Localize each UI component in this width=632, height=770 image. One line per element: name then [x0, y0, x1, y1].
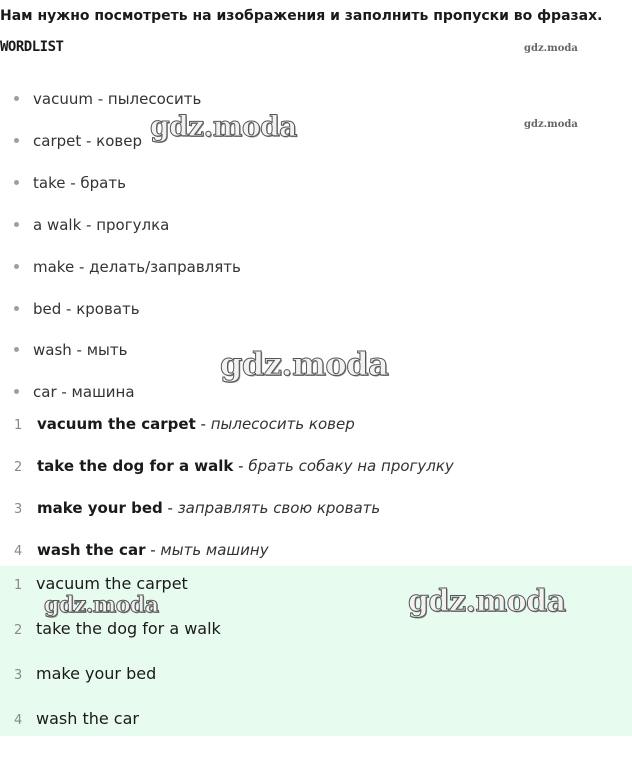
answer-number: 2: [14, 623, 23, 638]
answer-text: make your bed: [36, 664, 157, 683]
phrase-separator: -: [195, 415, 211, 433]
wordlist-item: carpet - ковер: [14, 132, 142, 150]
phrase-separator: -: [162, 499, 178, 517]
bullet-icon: [14, 222, 19, 227]
wordlist-item: wash - мыть: [14, 341, 127, 359]
bullet-icon: [14, 306, 19, 311]
phrase-russian: пылесосить ковер: [210, 415, 355, 433]
answer-number: 4: [14, 713, 23, 728]
phrase-row: [14, 415, 355, 433]
bullet-icon: [14, 138, 19, 143]
phrase-english: make your bed: [37, 499, 163, 517]
bullet-icon: [14, 180, 19, 185]
watermark-small: gdz.moda: [524, 119, 578, 130]
bullet-icon: [14, 347, 19, 352]
answer-text: wash the car: [36, 709, 139, 728]
answer-row: [14, 574, 188, 593]
wordlist-item: a walk - прогулка: [14, 216, 169, 234]
phrase-row: [14, 499, 380, 517]
wordlist-item: car - машина: [14, 383, 135, 401]
bullet-icon: [14, 96, 19, 101]
phrase-number: 4: [14, 544, 23, 559]
wordlist-item: bed - кровать: [14, 300, 140, 318]
bullet-icon: [14, 389, 19, 394]
answer-row: [14, 664, 156, 683]
phrase-russian: мыть машину: [160, 541, 269, 559]
wordlist-heading: WORDLIST: [0, 39, 64, 55]
watermark-large: gdz.moda: [220, 345, 389, 383]
phrase-number: 1: [14, 418, 23, 433]
answer-number: 1: [14, 578, 23, 593]
bullet-icon: [14, 264, 19, 269]
phrase-english: take the dog for a walk: [37, 457, 234, 475]
phrase-separator: -: [233, 457, 249, 475]
phrase-english: vacuum the carpet: [37, 415, 196, 433]
phrase-row: [14, 457, 454, 475]
watermark-small: gdz.moda: [524, 43, 578, 54]
watermark-large: gdz.moda: [150, 110, 297, 143]
phrase-separator: -: [145, 541, 161, 559]
wordlist-item: take - брать: [14, 174, 126, 192]
phrase-number: 2: [14, 460, 23, 475]
phrase-russian: заправлять свою кровать: [177, 499, 381, 517]
answer-text: vacuum the carpet: [36, 574, 188, 593]
phrase-number: 3: [14, 502, 23, 517]
wordlist-item: make - делать/заправлять: [14, 258, 241, 276]
watermark-large: gdz.moda: [44, 592, 159, 618]
wordlist-item: vacuum - пылесосить: [14, 90, 201, 108]
answer-row: [14, 619, 221, 638]
phrase-russian: брать собаку на прогулку: [248, 457, 454, 475]
answer-text: take the dog for a walk: [36, 619, 221, 638]
intro-text: Нам нужно посмотреть на изображения и заполнить пропуски во фразах.: [0, 8, 603, 24]
watermark-large: gdz.moda: [408, 584, 566, 619]
phrase-english: wash the car: [37, 541, 146, 559]
answer-number: 3: [14, 668, 23, 683]
phrase-row: [14, 541, 269, 559]
answer-row: [14, 709, 139, 728]
